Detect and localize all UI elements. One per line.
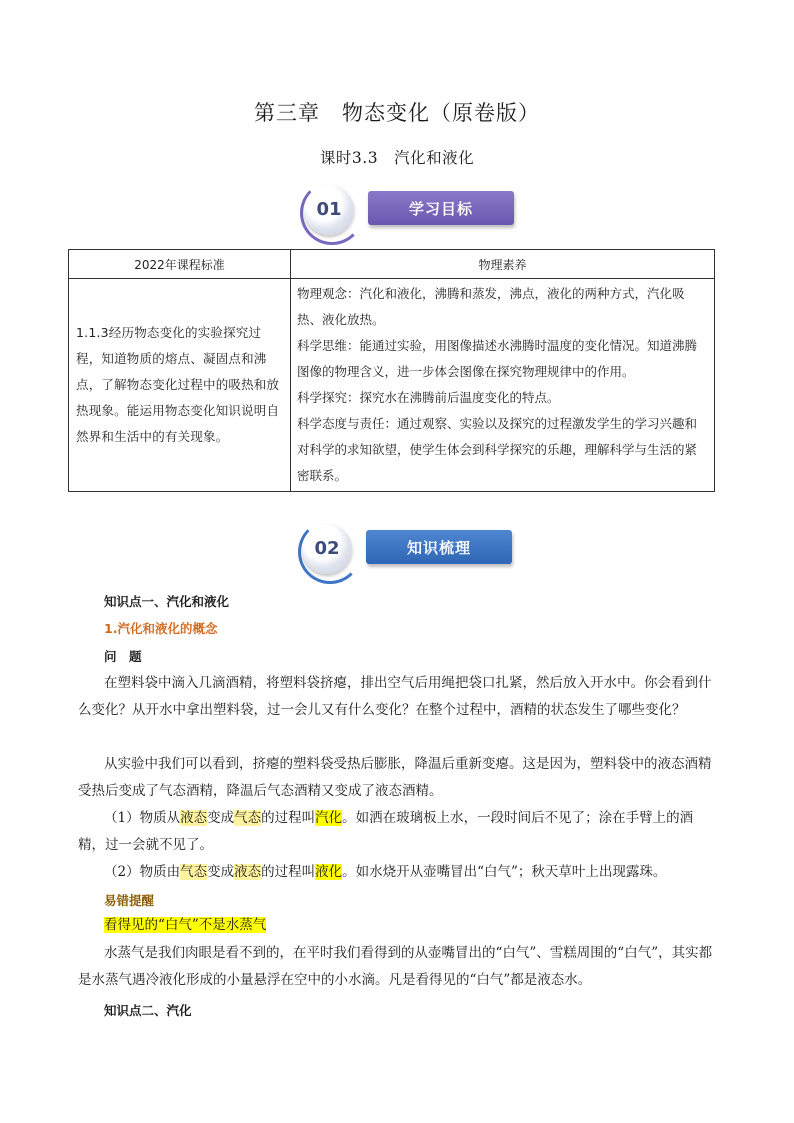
- section-badge-learning-goals: [304, 185, 534, 235]
- question-paragraph: 在塑料袋中滴入几滴酒精，将塑料袋挤瘪，排出空气后用绳把袋口扎紧，然后放入开水中。你会看到什么变化？从开水中拿出塑料袋，过一会儿又有什么变化？在整个过程中，酒精的状态发生了哪些变化？: [78, 675, 712, 718]
- def-text: 。如水烧开从壶嘴冒出“白气”；秋天草叶上出现露珠。: [342, 864, 667, 880]
- definition-liquefaction: [78, 859, 718, 886]
- badge-circle: [304, 185, 354, 235]
- highlight-term: 汽化: [315, 810, 343, 826]
- page-title: 第三章 物态变化（原卷版）: [254, 101, 540, 125]
- tip-highlight: [104, 912, 266, 939]
- def-text: （1）物质从: [104, 810, 181, 826]
- section-label: 学习目标: [368, 191, 514, 225]
- literacy-item: 科学探究：探究水在沸腾前后温度变化的特点。: [297, 390, 560, 405]
- header-standard: 2022年课程标准: [69, 250, 291, 279]
- def-text: 变成: [207, 864, 235, 880]
- highlight-term: 气态: [234, 810, 262, 826]
- literacy-item: 物理观念：汽化和液化，沸腾和蒸发，沸点，液化的两种方式，汽化吸热、液化放热。: [297, 286, 685, 327]
- subsection-heading: 1.汽化和液化的概念: [104, 621, 218, 636]
- curriculum-table: [68, 249, 715, 492]
- section-number: 02: [314, 538, 340, 559]
- literacy-item: 科学态度与责任：通过观察、实验以及探究的过程激发学生的学习兴趣和对科学的求知欲望，使学生体会到科学探究的乐趣，理解科学与生活的紧密联系。: [297, 416, 698, 483]
- highlight-term: 液化: [315, 864, 343, 880]
- knowledge-point-2-heading: 知识点二、汽化: [104, 1003, 192, 1018]
- def-text: 的过程叫: [261, 864, 316, 880]
- table-row: [69, 279, 715, 492]
- literacy-cell: [291, 279, 715, 492]
- highlight-term: 液态: [180, 810, 208, 826]
- header-literacy: 物理素养: [291, 250, 715, 279]
- tip-highlight-text: 看得见的“白气”不是水蒸气: [104, 917, 267, 933]
- curriculum-standard-cell: 1.1.3经历物态变化的实验探究过程，知道物质的熔点、凝固点和沸点，了解物态变化过程中的吸热和放热现象。能运用物态变化知识说明自然界和生活中的有关现象。: [69, 279, 291, 492]
- def-text: 变成: [207, 810, 235, 826]
- lesson-subtitle: 课时3.3 汽化和液化: [319, 149, 475, 167]
- section-badge-knowledge: [302, 524, 532, 574]
- literacy-item: 科学思维：能通过实验，用图像描述水沸腾时温度的变化情况。知道沸腾图像的物理含义，进一步体会图像在探究物理规律中的作用。: [297, 338, 698, 379]
- section-label: 知识梳理: [366, 530, 512, 564]
- highlight-term: 气态: [180, 864, 208, 880]
- badge-circle: [302, 524, 352, 574]
- question-label: 问 题: [104, 649, 142, 664]
- def-text: 的过程叫: [261, 810, 316, 826]
- table-header-row: [69, 250, 715, 279]
- def-text: 。如洒在玻璃板上水，一段时间后不见了；涂在手臂上的酒精，过一会就不见了。: [78, 810, 694, 853]
- tip-paragraph: 水蒸气是我们肉眼是看不到的，在平时我们看得到的从壶嘴冒出的“白气”、雪糕周围的“白气”，其实都是水蒸气遇冷液化形成的小量悬浮在空中的小水滴。凡是看得见的“白气”都是液态水。: [78, 945, 713, 988]
- explanation-paragraph: 从实验中我们可以看到，挤瘪的塑料袋受热后膨胀，降温后重新变瘪。这是因为，塑料袋中的液态酒精受热后变成了气态酒精，降温后气态酒精又变成了液态酒精。: [78, 756, 712, 799]
- section-number: 01: [316, 199, 342, 220]
- def-text: （2）物质由: [104, 864, 181, 880]
- knowledge-point-1-heading: 知识点一、汽化和液化: [104, 594, 230, 609]
- tip-label: 易错提醒: [104, 893, 155, 908]
- definition-vaporization: [78, 805, 718, 859]
- highlight-term: 液态: [234, 864, 262, 880]
